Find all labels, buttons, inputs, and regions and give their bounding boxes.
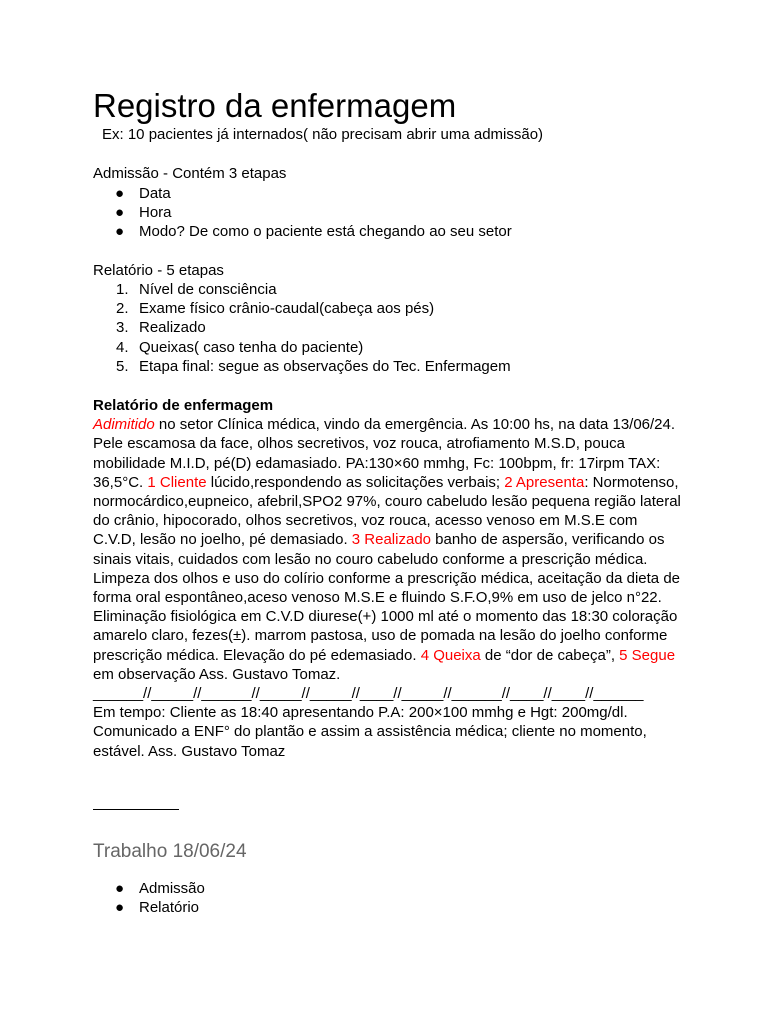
step-marker-3: 3 Realizado	[351, 531, 431, 549]
bullet-icon: ●	[115, 204, 125, 222]
list-item: 2. Exame físico crânio-caudal(cabeça aos pés)	[116, 300, 435, 318]
divider	[93, 809, 179, 810]
step-marker-2: 2 Apresenta	[504, 473, 585, 491]
relatorio-enfermagem-text: Adimitido no setor Clínica médica, vindo da emergência. As 10:00 hs, na data 13/06/24. Pele escamosa da face, olhos secretivos, voz rouca, atrofiamento M.S.D, pouca mobilidade M.I.D, pé(D) edamasiado. PA:130×60 mmhg, Fc: 100bpm, fr: 17irpm TAX: 36,5°C. 1 Cliente lúcido,respondendo as solicitações verbais; 2 Apresenta: Normotenso, normocárdico,eupneico, afebril,SPO2 97%, couro cabeludo lesão pequena região lateral do crânio, hipocorado, olhos secretivos, voz rouca, acesso venoso em M.S.E com C.V.D, lesão no joelho, pé demasiado. 3 Realizado banho de aspersão, verificando os sinais vitais, cuidados com lesão no couro cabeludo conforme a prescrição médica. Limpeza dos olhos e uso do colírio conforme a prescrição médica, aceitação da dieta de forma oral espontâneo,aceso venoso M.S.E e fluindo S.F.O,9% em uso de jelco n°22. Eliminação fisiológica em C.V.D diurese(+) 1000 ml até o momento das 18:30 coloração amarelo claro, fezes(±). marrom pastosa, uso de pomada na lesão do joelho conforme prescrição médica. Elevação do pé edemasiado. 4 Queixa de “dor de cabeça”, 5 Segue em observação Ass. Gustavo Tomaz.	[93, 416, 681, 683]
admissao-list	[93, 184, 512, 242]
admitido-marker: Adimitido	[93, 416, 155, 434]
list-item: ● Relatório	[115, 899, 200, 917]
relatorio-enfermagem-heading: Relatório de enfermagem	[93, 397, 274, 414]
trabalho-list	[93, 879, 205, 917]
admissao-heading: Admissão - Contém 3 etapas	[93, 165, 287, 182]
step-marker-1: 1 Cliente	[147, 473, 207, 491]
list-number: 4.	[116, 338, 129, 356]
relatorio-list	[93, 280, 511, 376]
step-marker-5: 5 Segue	[619, 646, 676, 664]
list-item: ● Admissão	[115, 880, 205, 897]
list-number: 2.	[116, 300, 129, 318]
relatorio-enfermagem-section	[93, 396, 683, 761]
step-marker-4: 4 Queixa	[420, 646, 481, 664]
list-item: 1. Nível de consciência	[116, 281, 277, 298]
em-tempo-text: Em tempo: Cliente as 18:40 apresentando P.A: 200×100 mmhg e Hgt: 200mg/dl. Comunicado a ENF° do plantão e assim a assistência médica; cliente no momento, estável. Ass. Gustavo Tomaz	[93, 704, 647, 760]
document-title: Registro da enfermagem	[93, 87, 457, 124]
list-item: ● Hora	[115, 204, 172, 222]
list-item: 4. Queixas( caso tenha do paciente)	[116, 338, 364, 356]
list-item: 3. Realizado	[116, 319, 206, 337]
list-number: 1.	[116, 281, 129, 298]
trabalho-heading: Trabalho 18/06/24	[93, 841, 247, 862]
list-number: 5.	[116, 357, 129, 375]
bullet-icon: ●	[115, 899, 125, 917]
list-item: 5. Etapa final: segue as observações do Tec. Enfermagem	[116, 357, 511, 375]
list-number: 3.	[116, 319, 129, 337]
relatorio-heading: Relatório - 5 etapas	[93, 262, 224, 279]
list-item: ● Modo? De como o paciente está chegando ao seu setor	[115, 223, 512, 241]
bullet-icon: ●	[115, 185, 125, 202]
bullet-icon: ●	[115, 880, 125, 897]
bullet-icon: ●	[115, 223, 125, 241]
document-subtitle: Ex: 10 pacientes já internados( não precisam abrir uma admissão)	[102, 126, 544, 143]
separator-line: ______//_____//______//_____//_____//____//_____//______//____//____//______	[93, 685, 644, 703]
list-item: ● Data	[115, 185, 171, 202]
